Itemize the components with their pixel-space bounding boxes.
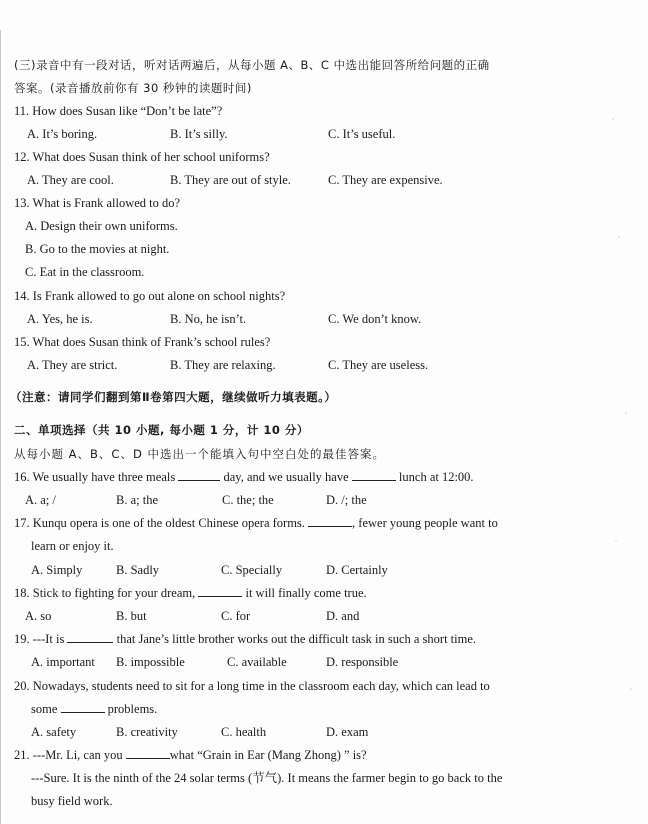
section2-instruction: 从每小题 A、B、C、D 中选出一个能填入句中空白处的最佳答案。 [14, 447, 385, 461]
q18-stem [14, 585, 367, 601]
q16-stem-part1: 16. We usually have three meals [14, 470, 176, 484]
q11-stem: 11. How does Susan like “Don’t be late”? [14, 104, 223, 118]
q16-option-b: B. a; the [116, 493, 159, 507]
q20-stem-line1: 20. Nowadays, students need to sit for a long time in the classroom each day, which can lead to [14, 679, 490, 693]
q20-option-d: D. exam [326, 725, 369, 739]
q13-option-a: A. Design their own uniforms. [25, 219, 178, 233]
q17-option-c: C. Specially [221, 563, 283, 577]
q20-option-c: C. health [221, 725, 267, 739]
q16-option-d: D. /; the [326, 493, 367, 507]
q21-stem-part2: what “Grain in Ear (Mang Zhong) ” is? [169, 748, 367, 762]
q20-stem-part1: some [31, 702, 58, 716]
q15-option-c: C. They are useless. [328, 358, 429, 372]
q18-option-d: D. and [326, 609, 360, 623]
q19-option-c: C. available [227, 655, 287, 669]
q12-stem: 12. What does Susan think of her school uniforms? [14, 150, 270, 164]
scan-speck [615, 540, 617, 542]
q19-blank [67, 631, 113, 643]
q18-stem-part2: it will finally come true. [245, 586, 367, 600]
q18-option-b: B. but [116, 609, 147, 623]
q13-stem: 13. What is Frank allowed to do? [14, 196, 181, 210]
q20-option-a: A. safety [31, 725, 77, 739]
part3-instruction-line1: (三)录音中有一段对话，听对话两遍后，从每小题 A、B、C 中选出能回答所给问题的正确 [14, 58, 490, 72]
q16-stem-part2: day, and we usually have [223, 470, 349, 484]
q19-option-b: B. impossible [116, 655, 185, 669]
scan-speck [612, 118, 614, 120]
q19-option-d: D. responsible [326, 655, 399, 669]
q13-option-c: C. Eat in the classroom. [25, 265, 145, 279]
q21-stem-line3: busy field work. [31, 794, 113, 808]
page-edge-line [0, 30, 1, 824]
q16-stem-part3: lunch at 12:00. [398, 470, 474, 484]
section2-title: 二、单项选择（共 10 小题, 每小题 1 分，计 10 分） [14, 423, 309, 437]
q12-option-c: C. They are expensive. [328, 173, 443, 187]
q21-stem-line2: ---Sure. It is the ninth of the 24 solar terms (节气). It means the farmer begin to go back to the [31, 771, 503, 785]
q20-stem-line2 [31, 701, 157, 717]
scan-speck [618, 236, 620, 238]
q20-option-b: B. creativity [116, 725, 178, 739]
q17-option-b: B. Sadly [116, 563, 160, 577]
q17-stem-part1: 17. Kunqu opera is one of the oldest Chinese opera forms. [14, 516, 305, 530]
q19-stem [14, 631, 476, 647]
q18-option-a: A. so [25, 609, 52, 623]
q21-stem-part1: 21. ---Mr. Li, can you [14, 748, 123, 762]
q14-option-c: C. We don’t know. [328, 312, 422, 326]
q17-option-d: D. Certainly [326, 563, 388, 577]
q19-stem-part1: 19. ---It is [14, 632, 65, 646]
q17-stem-part2: , fewer young people want to [352, 516, 498, 530]
q16-option-a: A. a; / [25, 493, 56, 507]
q17-stem-line2: learn or enjoy it. [31, 539, 114, 553]
q20-stem-part2: problems. [107, 702, 158, 716]
q12-option-a: A. They are cool. [27, 173, 114, 187]
scan-speck [630, 688, 632, 690]
q14-option-b: B. No, he isn’t. [170, 312, 247, 326]
q19-stem-part2: that Jane’s little brother works out the difficult task in such a short time. [116, 632, 477, 646]
q14-option-a: A. Yes, he is. [27, 312, 93, 326]
q18-option-c: C. for [221, 609, 251, 623]
q21-blank [126, 747, 170, 759]
listening-note: （注意：请同学们翻到第Ⅱ卷第四大题，继续做听力填表题。） [10, 390, 337, 404]
q17-stem [14, 515, 498, 531]
q11-option-c: C. It’s useful. [328, 127, 396, 141]
q16-option-c: C. the; the [222, 493, 274, 507]
q13-option-b: B. Go to the movies at night. [25, 242, 170, 256]
q14-stem: 14. Is Frank allowed to go out alone on school nights? [14, 289, 286, 303]
q16-stem [14, 469, 474, 485]
q15-option-a: A. They are strict. [27, 358, 118, 372]
q16-blank-2 [352, 469, 396, 481]
q11-option-b: B. It’s silly. [170, 127, 228, 141]
q21-stem [14, 747, 367, 763]
q15-stem: 15. What does Susan think of Frank’s school rules? [14, 335, 271, 349]
q17-option-a: A. Simply [31, 563, 83, 577]
q17-blank [308, 515, 352, 527]
q16-blank-1 [178, 469, 220, 481]
q11-option-a: A. It’s boring. [27, 127, 98, 141]
q18-blank [198, 585, 242, 597]
q15-option-b: B. They are relaxing. [170, 358, 276, 372]
q20-blank [61, 701, 105, 713]
q12-option-b: B. They are out of style. [170, 173, 291, 187]
scan-speck [625, 412, 627, 414]
q19-option-a: A. important [31, 655, 95, 669]
q18-stem-part1: 18. Stick to fighting for your dream, [14, 586, 196, 600]
part3-instruction-line2: 答案。(录音播放前你有 30 秒钟的读题时间) [14, 81, 252, 95]
